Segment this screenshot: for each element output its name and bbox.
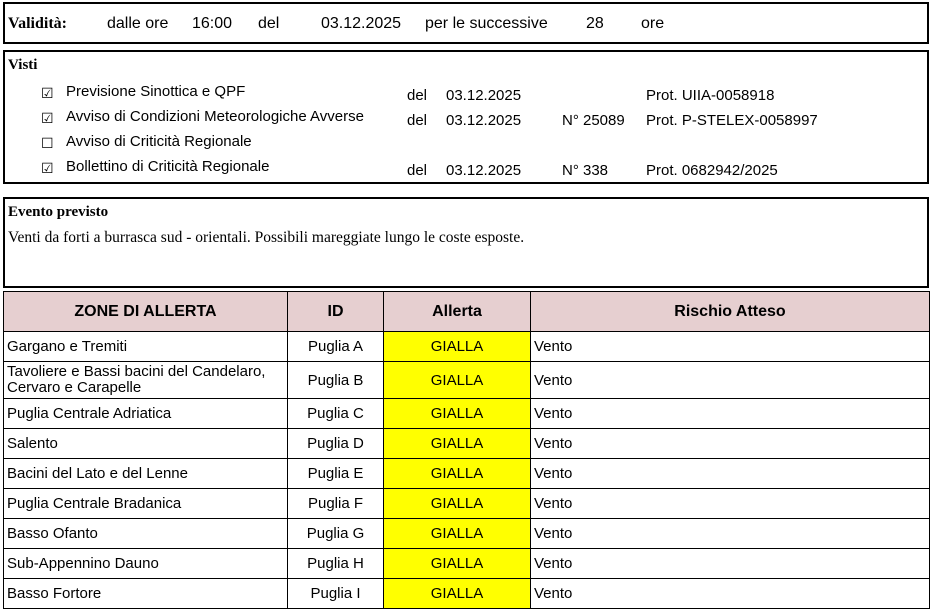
visto-protocol: Prot. P-STELEX-0058997 [646,112,818,129]
table-row [4,459,930,489]
alert-level: GIALLA [384,549,531,579]
zone-name: Puglia Centrale Bradanica [4,489,288,519]
expected-risk: Vento [531,489,930,519]
alert-level: GIALLA [384,519,531,549]
table-row [4,332,930,362]
column-header-zone: ZONE DI ALLERTA [4,292,288,332]
alert-level: GIALLA [384,489,531,519]
table-row [4,489,930,519]
expected-risk: Vento [531,459,930,489]
column-header-alert: Allerta [384,292,531,332]
zone-id: Puglia C [288,399,384,429]
expected-risk: Vento [531,362,930,399]
column-header-risk: Rischio Atteso [531,292,930,332]
zone-id: Puglia F [288,489,384,519]
start-time: 16:00 [192,15,233,32]
table-row [4,399,930,429]
expected-risk: Vento [531,332,930,362]
visto-protocol: Prot. UIIA-0058918 [646,87,775,104]
column-header-id: ID [288,292,384,332]
zone-name: Gargano e Tremiti [4,332,288,362]
zone-name: Basso Fortore [4,579,288,609]
alert-level: GIALLA [384,579,531,609]
expected-event-section [3,197,929,288]
from-hour-label: dalle ore [107,15,169,32]
zone-id: Puglia A [288,332,384,362]
table-row [4,519,930,549]
expected-risk: Vento [531,549,930,579]
visto-label: Previsione Sinottica e QPF [66,83,246,100]
checkbox-unchecked-icon[interactable]: ☐ [41,135,54,151]
duration-value: 28 [586,15,604,32]
zone-id: Puglia E [288,459,384,489]
visto-del-label: del [407,87,428,104]
checkbox-checked-icon[interactable]: ☑ [41,160,54,176]
expected-risk: Vento [531,399,930,429]
checkbox-checked-icon[interactable]: ☑ [41,110,54,126]
expected-event-text: Venti da forti a burrasca sud - orientali. Possibili mareggiate lungo le coste esposte. [8,229,525,246]
zone-name: Salento [4,429,288,459]
visti-title: Visti [8,57,38,73]
table-row [4,579,930,609]
visto-protocol: Prot. 0682942/2025 [646,162,778,179]
zone-id: Puglia B [288,362,384,399]
expected-risk: Vento [531,519,930,549]
zone-id: Puglia H [288,549,384,579]
expected-risk: Vento [531,429,930,459]
alert-level: GIALLA [384,399,531,429]
visto-del-label: del [407,162,428,179]
visto-date: 03.12.2025 [446,87,522,104]
validity-section [3,2,929,44]
visto-date: 03.12.2025 [446,162,522,179]
zone-name: Basso Ofanto [4,519,288,549]
table-row [4,362,930,399]
expected-risk: Vento [531,579,930,609]
visto-number: N° 25089 [562,112,625,129]
expected-event-title: Evento previsto [8,204,109,220]
visto-del-label: del [407,112,428,129]
alert-level: GIALLA [384,429,531,459]
table-row [4,429,930,459]
hours-label: ore [641,15,665,32]
table-row [4,549,930,579]
visto-number: N° 338 [562,162,609,179]
zone-id: Puglia G [288,519,384,549]
checkbox-checked-icon[interactable]: ☑ [41,85,54,101]
zone-name: Tavoliere e Bassi bacini del Candelaro, Cervaro e Carapelle [4,362,288,399]
alert-zones-table [3,291,930,609]
alert-level: GIALLA [384,459,531,489]
visti-section [3,50,929,184]
visto-label: Bollettino di Criticità Regionale [66,158,270,175]
zone-name: Sub-Appennino Dauno [4,549,288,579]
zone-name: Puglia Centrale Adriatica [4,399,288,429]
alert-level: GIALLA [384,362,531,399]
visto-date: 03.12.2025 [446,112,522,129]
zone-id: Puglia I [288,579,384,609]
date-label: del [258,15,280,32]
following-label: per le successive [425,15,548,32]
zone-name: Bacini del Lato e del Lenne [4,459,288,489]
start-date: 03.12.2025 [321,15,402,32]
validity-label: Validità: [8,15,67,32]
visto-label: Avviso di Criticità Regionale [66,133,252,150]
zone-id: Puglia D [288,429,384,459]
alert-level: GIALLA [384,332,531,362]
visto-label: Avviso di Condizioni Meteorologiche Avverse [66,108,364,125]
table-header-row [4,292,930,332]
